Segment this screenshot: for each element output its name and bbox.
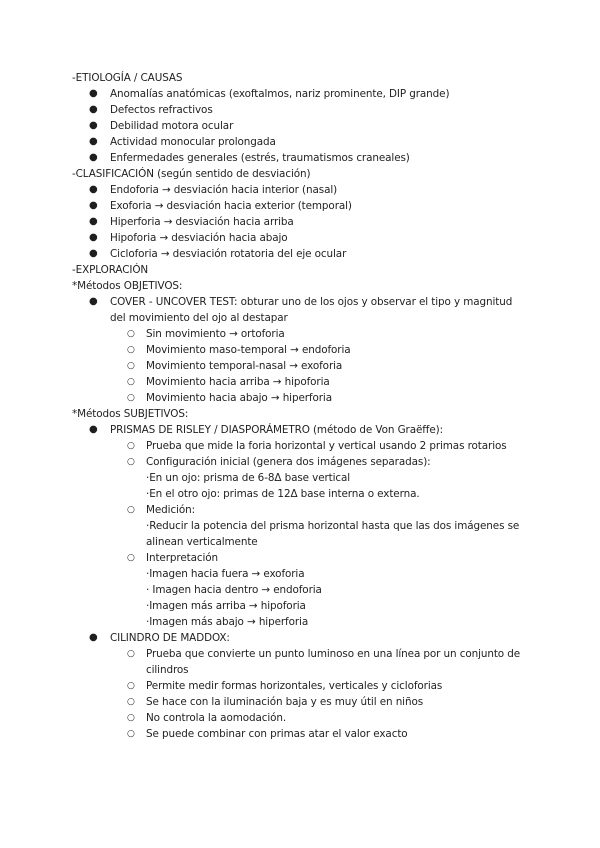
list-item-maddox: ● CILINDRO DE MADDOX: — [89, 632, 230, 644]
sub-list-item: ○ Movimiento temporal-nasal → exoforia — [127, 360, 343, 372]
bullet-icon: ● — [89, 424, 98, 435]
list-item: ● Cicloforia → desviación rotatoria del eje ocular — [89, 248, 347, 260]
hollow-bullet-icon: ○ — [127, 329, 135, 339]
section-heading-clasificacion: -CLASIFICACIÓN (según sentido de desviación) — [72, 168, 311, 180]
hollow-bullet-icon: ○ — [127, 361, 135, 371]
section-heading-exploracion: -EXPLORACIÓN — [72, 264, 149, 276]
bullet-icon: ● — [89, 200, 98, 211]
detail-line: ·En un ojo: prisma de 6-8Δ base vertical — [146, 472, 351, 484]
sub-list-item: ○ Movimiento hacia arriba → hipoforia — [127, 376, 330, 388]
list-item-risley: ● PRISMAS DE RISLEY / DIASPORÁMETRO (método de Von Graëffe): — [89, 424, 444, 436]
detail-line: · Imagen hacia dentro → endoforia — [146, 584, 322, 596]
detail-line: ·En el otro ojo: primas de 12Δ base interna o externa. — [146, 488, 420, 500]
hollow-bullet-icon: ○ — [127, 729, 135, 739]
subheading-objetivos: *Métodos OBJETIVOS: — [72, 280, 183, 292]
hollow-bullet-icon: ○ — [127, 345, 135, 355]
sub-list-item: ○ Se hace con la iluminación baja y es muy útil en niños — [127, 696, 424, 708]
sub-list-item: ○ Movimiento hacia abajo → hiperforia — [127, 392, 332, 404]
sub-list-item: ○ Medición: — [127, 504, 195, 516]
bullet-icon: ● — [89, 136, 98, 147]
hollow-bullet-icon: ○ — [127, 697, 135, 707]
sub-list-item: ○ Interpretación — [127, 552, 219, 564]
document-page — [0, 70, 600, 742]
hollow-bullet-icon: ○ — [127, 457, 135, 467]
bullet-icon: ● — [89, 152, 98, 163]
bullet-icon: ● — [89, 216, 98, 227]
hollow-bullet-icon: ○ — [127, 377, 135, 387]
list-item: ● Debilidad motora ocular — [89, 120, 234, 132]
list-item: ● Endoforia → desviación hacia interior (nasal) — [89, 184, 338, 196]
sub-list-item: ○ Movimiento maso-temporal → endoforia — [127, 344, 351, 356]
bullet-icon: ● — [89, 296, 98, 307]
list-item-cover-test: ● COVER - UNCOVER TEST: obturar uno de los ojos y observar el tipo y magnitud del movimiento del ojo al destapar — [89, 296, 513, 324]
sub-list-item: ○ No controla la aomodación. — [127, 712, 287, 724]
bullet-icon: ● — [89, 632, 98, 643]
hollow-bullet-icon: ○ — [127, 681, 135, 691]
bullet-icon: ● — [89, 232, 98, 243]
detail-line: ·Imagen más abajo → hiperforia — [146, 616, 309, 628]
sub-list-item: ○ Se puede combinar con primas atar el valor exacto — [127, 728, 408, 740]
bullet-icon: ● — [89, 104, 98, 115]
sub-list-item: ○ Prueba que convierte un punto luminoso en una línea por un conjunto de cilindros — [127, 648, 521, 676]
sub-list-item: ○ Prueba que mide la foria horizontal y vertical usando 2 primas rotarios — [127, 440, 507, 452]
list-item: ● Anomalías anatómicas (exoftalmos, nariz prominente, DIP grande) — [89, 88, 450, 100]
hollow-bullet-icon: ○ — [127, 649, 135, 659]
bullet-icon: ● — [89, 248, 98, 259]
hollow-bullet-icon: ○ — [127, 553, 135, 563]
detail-line: ·Imagen hacia fuera → exoforia — [146, 568, 305, 580]
sub-list-item: ○ Sin movimiento → ortoforia — [127, 328, 285, 340]
detail-line: ·Imagen más arriba → hipoforia — [146, 600, 306, 612]
list-item: ● Exoforia → desviación hacia exterior (temporal) — [89, 200, 352, 212]
subheading-subjetivos: *Métodos SUBJETIVOS: — [72, 408, 189, 420]
hollow-bullet-icon: ○ — [127, 713, 135, 723]
list-item: ● Defectos refractivos — [89, 104, 213, 116]
list-item: ● Enfermedades generales (estrés, traumatismos craneales) — [89, 152, 410, 164]
bullet-icon: ● — [89, 88, 98, 99]
detail-line: ·Reducir la potencia del prisma horizontal hasta que las dos imágenes se alinean verticalmente — [146, 520, 520, 548]
list-item: ● Hiperforia → desviación hacia arriba — [89, 216, 294, 228]
bullet-icon: ● — [89, 120, 98, 131]
sub-list-item: ○ Permite medir formas horizontales, verticales y cicloforias — [127, 680, 443, 692]
hollow-bullet-icon: ○ — [127, 393, 135, 403]
section-heading-etiologia: -ETIOLOGÍA / CAUSAS — [72, 72, 183, 84]
hollow-bullet-icon: ○ — [127, 505, 135, 515]
hollow-bullet-icon: ○ — [127, 441, 135, 451]
list-item: ● Actividad monocular prolongada — [89, 136, 276, 148]
bullet-icon: ● — [89, 184, 98, 195]
list-item: ● Hipoforia → desviación hacia abajo — [89, 232, 288, 244]
sub-list-item: ○ Configuración inicial (genera dos imágenes separadas): — [127, 456, 431, 468]
